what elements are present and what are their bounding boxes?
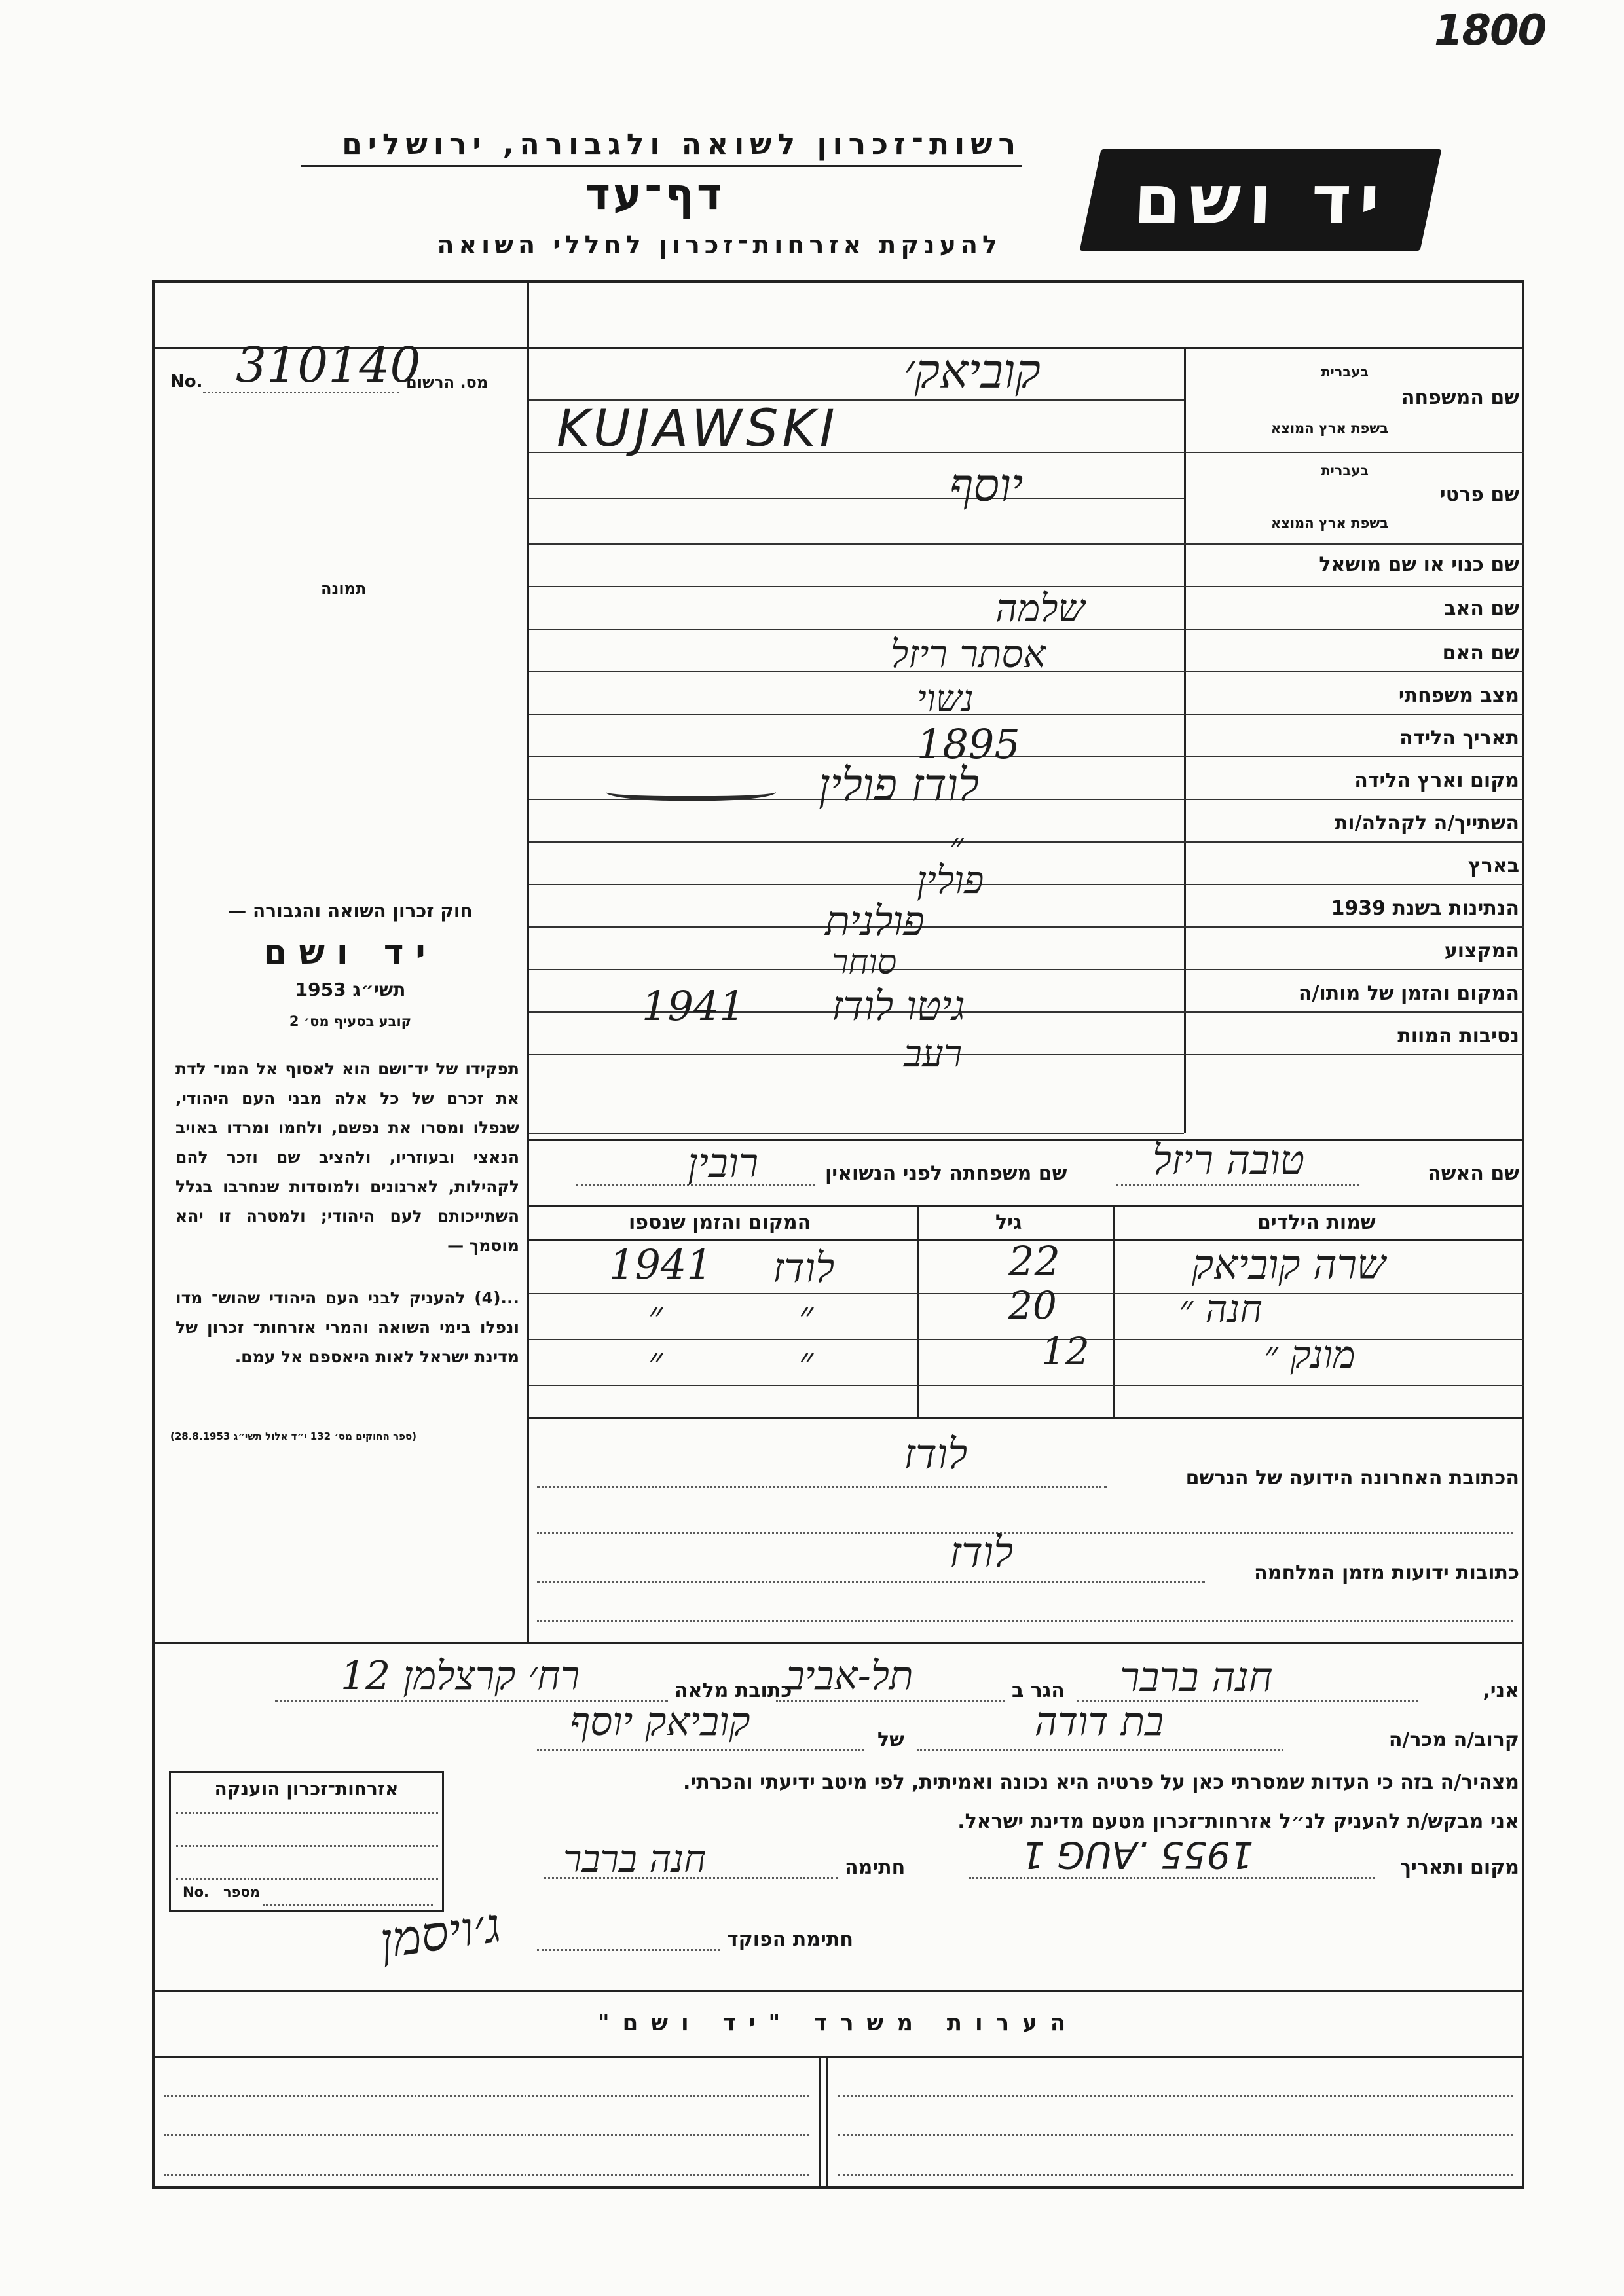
signature-label: חתימה (845, 1856, 906, 1879)
firstname-hebrew-value[interactable]: יוסף (950, 458, 1024, 512)
section-line-declaration (152, 1642, 1524, 1644)
children-col-place: המקום והזמן שנספו (629, 1211, 811, 1234)
org-line-underline (301, 165, 1022, 167)
remarks-line-left-1[interactable] (164, 2095, 809, 2097)
form-subtitle: להענקת אזרחות־זכרון לחללי השואה (437, 230, 1002, 259)
children-table-bottom (529, 1417, 1524, 1419)
citizenship-box-number-label: מספר (223, 1884, 260, 1900)
relation-of-field[interactable] (537, 1749, 864, 1751)
place-date-field[interactable] (969, 1877, 1375, 1879)
declarant-value: חנה ברבר (1120, 1653, 1273, 1701)
maiden-label: שם משפחתה לפני הנשואין (825, 1162, 1067, 1185)
child-2-place[interactable]: ״ (799, 1293, 814, 1338)
last-address-field-2[interactable] (537, 1532, 1513, 1534)
community-value[interactable]: ״ (950, 825, 964, 867)
birthplace-label: מקום וארץ הלידה (1354, 769, 1519, 792)
remarks-col-divider (819, 2056, 821, 2189)
law-clause-4: ...(4) להעניק לבני העם היהודי שהוש־ מדו ונפלו בימי השואה והמרי אזרחות־ זכרון של מדינת ישראל לאות היאספם אל עמם. (175, 1288, 519, 1366)
child-2-age[interactable]: 20 (1008, 1283, 1057, 1328)
relation-value: בת דודה (1035, 1699, 1164, 1745)
birthdate-value[interactable]: 1895 (917, 720, 1020, 768)
citizenship-box-title: אזרחות־זכרון הוענקה (214, 1778, 399, 1800)
child-2-year[interactable]: ״ (648, 1293, 663, 1338)
war-address-value: לודז (950, 1529, 1014, 1577)
row-line-death-cause-end (529, 1133, 1184, 1134)
remarks-line-right-3[interactable] (838, 2174, 1513, 2176)
war-address-label: כתובות ידועות מזמן המלחמה (1254, 1561, 1519, 1584)
registration-label: מס. הרשום (406, 373, 489, 392)
child-1-year[interactable]: 1941 (609, 1241, 712, 1288)
remarks-line-left-3[interactable] (164, 2174, 809, 2176)
last-address-label: הכתובת האחרונה הידועה של הנרשם (1185, 1467, 1519, 1489)
war-address-field[interactable] (537, 1581, 1205, 1583)
signature-value: חנה ברבר (563, 1836, 707, 1881)
war-address-field-2[interactable] (537, 1620, 1513, 1622)
community-label: השתייך/ה לקהלה/ות (1334, 812, 1519, 835)
surname-hebrew-sublabel: בעברית (1321, 364, 1369, 380)
residence-value: תל-אביב (786, 1653, 913, 1699)
marital-label: מצב משפחתי (1398, 684, 1519, 707)
corner-archive-number: 1800 (1434, 7, 1546, 55)
declaration-statement: מצהיר/ה בזה כי העדות שמסרתי כאן על פרטיה היא נכונה ואמיתית, לפי מיטב ידיעתי והכרתי. (683, 1771, 1519, 1794)
country-value[interactable]: פולין (917, 858, 984, 902)
children-row-line-3 (529, 1385, 1524, 1386)
last-address-value: לודז (904, 1430, 968, 1479)
father-value[interactable]: שלמה (995, 586, 1085, 630)
full-address-label: כתובת מלאה (674, 1679, 792, 1702)
row-line-death-cause (529, 1054, 1524, 1055)
maiden-value: רובין (688, 1139, 759, 1187)
citizenship-value[interactable]: פולנית (825, 897, 925, 945)
mother-value[interactable]: אסתר ריזל (891, 632, 1046, 676)
row-line-marital (529, 714, 1524, 715)
remarks-line-right-1[interactable] (838, 2095, 1513, 2097)
death-place-value[interactable]: גיטו לודז (832, 982, 965, 1030)
surname-label: שם המשפחה (1401, 386, 1519, 409)
surname-native-value[interactable]: KUJAWSKI (557, 399, 839, 458)
father-label: שם האב (1444, 597, 1519, 620)
child-2-name[interactable]: חנה ״ (1179, 1286, 1263, 1331)
row-line-birthdate (529, 756, 1524, 757)
row-line-country (529, 884, 1524, 885)
citizenship-label: הנתינות בשנת 1939 (1331, 897, 1519, 920)
photo-label: תמונה (321, 579, 367, 598)
death-cause-label: נסיבות המוות (1397, 1025, 1519, 1048)
children-header-top (529, 1205, 1524, 1207)
form-title: דף־עד (585, 169, 725, 219)
remarks-title: הערות משרד "יד ושם" (597, 2010, 1079, 2036)
officer-signature: ג׳ויסמן (376, 1897, 504, 1970)
citizenship-box-no: No. (183, 1884, 209, 1900)
child-1-place[interactable]: לודז (773, 1244, 835, 1292)
firstname-native-sublabel: בשפת ארץ המוצא (1270, 515, 1388, 531)
last-address-field[interactable] (537, 1486, 1107, 1488)
declaration-request: אני מבקש/ת להעניק לנ״ל אזרחות־זכרון מטעם מדינת ישראל. (957, 1810, 1519, 1833)
date-stamp: 1955 .AUG 1 (1022, 1833, 1254, 1876)
relation-of-value: קוביאק יוסף (570, 1699, 750, 1745)
child-3-name[interactable]: מונק ״ (1264, 1332, 1356, 1377)
row-line-firstname-mid (529, 498, 1184, 499)
law-name: יד ושם (263, 933, 437, 972)
section-line-wife (529, 1139, 1524, 1141)
birthplace-value[interactable]: לודז פולין (819, 759, 979, 811)
birthdate-label: תאריך הלידה (1399, 727, 1519, 750)
birthplace-scribble (606, 779, 776, 801)
children-col-names: שמות הילדים (1257, 1211, 1376, 1234)
law-body: תפקידו של יד־ושם הוא לאסוף אל המו־ לדת את זכרם של כל אלה מבני העם היהודי, שנפלו ומסרו את נפשם, ולחמו ומרדו באויב הנאצי ובעוזריו, ולהציב שם וזכר להם לקהילות, לארגונים ולמוסדות שנחרבו בגלל השתייכותם לעם היהודי; ולמטרה זו יהא מוסמך — (175, 1059, 519, 1255)
officer-signature-field[interactable] (537, 1949, 720, 1951)
child-1-age[interactable]: 22 (1008, 1237, 1060, 1285)
wife-label: שם האשה (1428, 1162, 1519, 1185)
full-address-value: רח׳ קרצלמן 12 (341, 1653, 580, 1699)
place-date-label: מקום ותאריך (1399, 1856, 1519, 1879)
citizenship-box (169, 1771, 444, 1912)
firstname-label: שם פרטי (1439, 483, 1519, 506)
child-1-name[interactable]: שרה קוביאק (1192, 1241, 1386, 1288)
mother-label: שם האם (1442, 642, 1519, 665)
law-year: תשי״ג 1953 (295, 979, 406, 1000)
profession-value[interactable]: סוחר (832, 943, 897, 982)
officer-signature-label: חתימת הפוקד (727, 1928, 853, 1951)
wife-value: טובה ריזל (1153, 1136, 1305, 1184)
registration-no-label: No. (170, 372, 203, 392)
child-3-age[interactable]: 12 (1041, 1329, 1090, 1374)
row-line-firstname (529, 543, 1524, 545)
children-row-line-2 (529, 1339, 1524, 1340)
children-col-age: גיל (995, 1211, 1022, 1234)
left-column-divider (527, 280, 529, 1642)
firstname-hebrew-sublabel: בעברית (1321, 463, 1369, 479)
surname-native-sublabel: בשפת ארץ המוצא (1270, 420, 1388, 436)
death-year-value[interactable]: 1941 (642, 982, 745, 1030)
child-3-year[interactable]: ״ (648, 1339, 663, 1383)
logo-text: יד ושם (1132, 160, 1389, 240)
citizenship-box-number-field[interactable] (263, 1904, 433, 1906)
law-title: חוק זכרון השואה והגבורה — (228, 900, 473, 922)
row-line-citizenship (529, 926, 1524, 928)
org-line: רשות־זכרון לשואה ולגבורה, ירושלים (342, 128, 1022, 161)
label-column-divider (1184, 347, 1186, 1133)
section-line-remarks (152, 1990, 1524, 1992)
relation-label: קרוב/ה מכר/ה (1388, 1728, 1519, 1751)
registration-value: 310140 (236, 337, 421, 393)
law-clause: קובע בסעיף מס׳ 2 (289, 1013, 412, 1029)
remarks-header-bottom (152, 2056, 1524, 2058)
relation-field[interactable] (917, 1749, 1283, 1751)
relation-of-label: של (877, 1728, 904, 1751)
death-cause-value[interactable]: רעב (904, 1031, 963, 1076)
surname-hebrew-value[interactable]: קוביאק׳ (904, 344, 1041, 399)
row-line-community (529, 841, 1524, 843)
marital-value[interactable]: נשוי (917, 678, 974, 720)
residence-label: הגר ב (1012, 1679, 1065, 1702)
profession-label: המקצוע (1444, 939, 1519, 962)
row-line-profession (529, 969, 1524, 970)
remarks-col-divider-2 (826, 2056, 828, 2189)
law-source: (ספר החוקים מס׳ 132 י״ד אלול תשי״ג 28.8.1953) (170, 1430, 417, 1442)
remarks-line-right-2[interactable] (838, 2134, 1513, 2136)
death-label: המקום והזמן של מותו/ה (1298, 982, 1519, 1005)
yad-vashem-logo (1080, 149, 1442, 251)
child-3-place[interactable]: ״ (799, 1339, 814, 1383)
country-label: בארץ (1467, 854, 1519, 877)
remarks-line-left-2[interactable] (164, 2134, 809, 2136)
declarant-label: אני, (1483, 1679, 1519, 1702)
residence-field[interactable] (776, 1700, 1005, 1702)
nickname-label: שם כנוי או שם מושאל (1319, 553, 1519, 576)
